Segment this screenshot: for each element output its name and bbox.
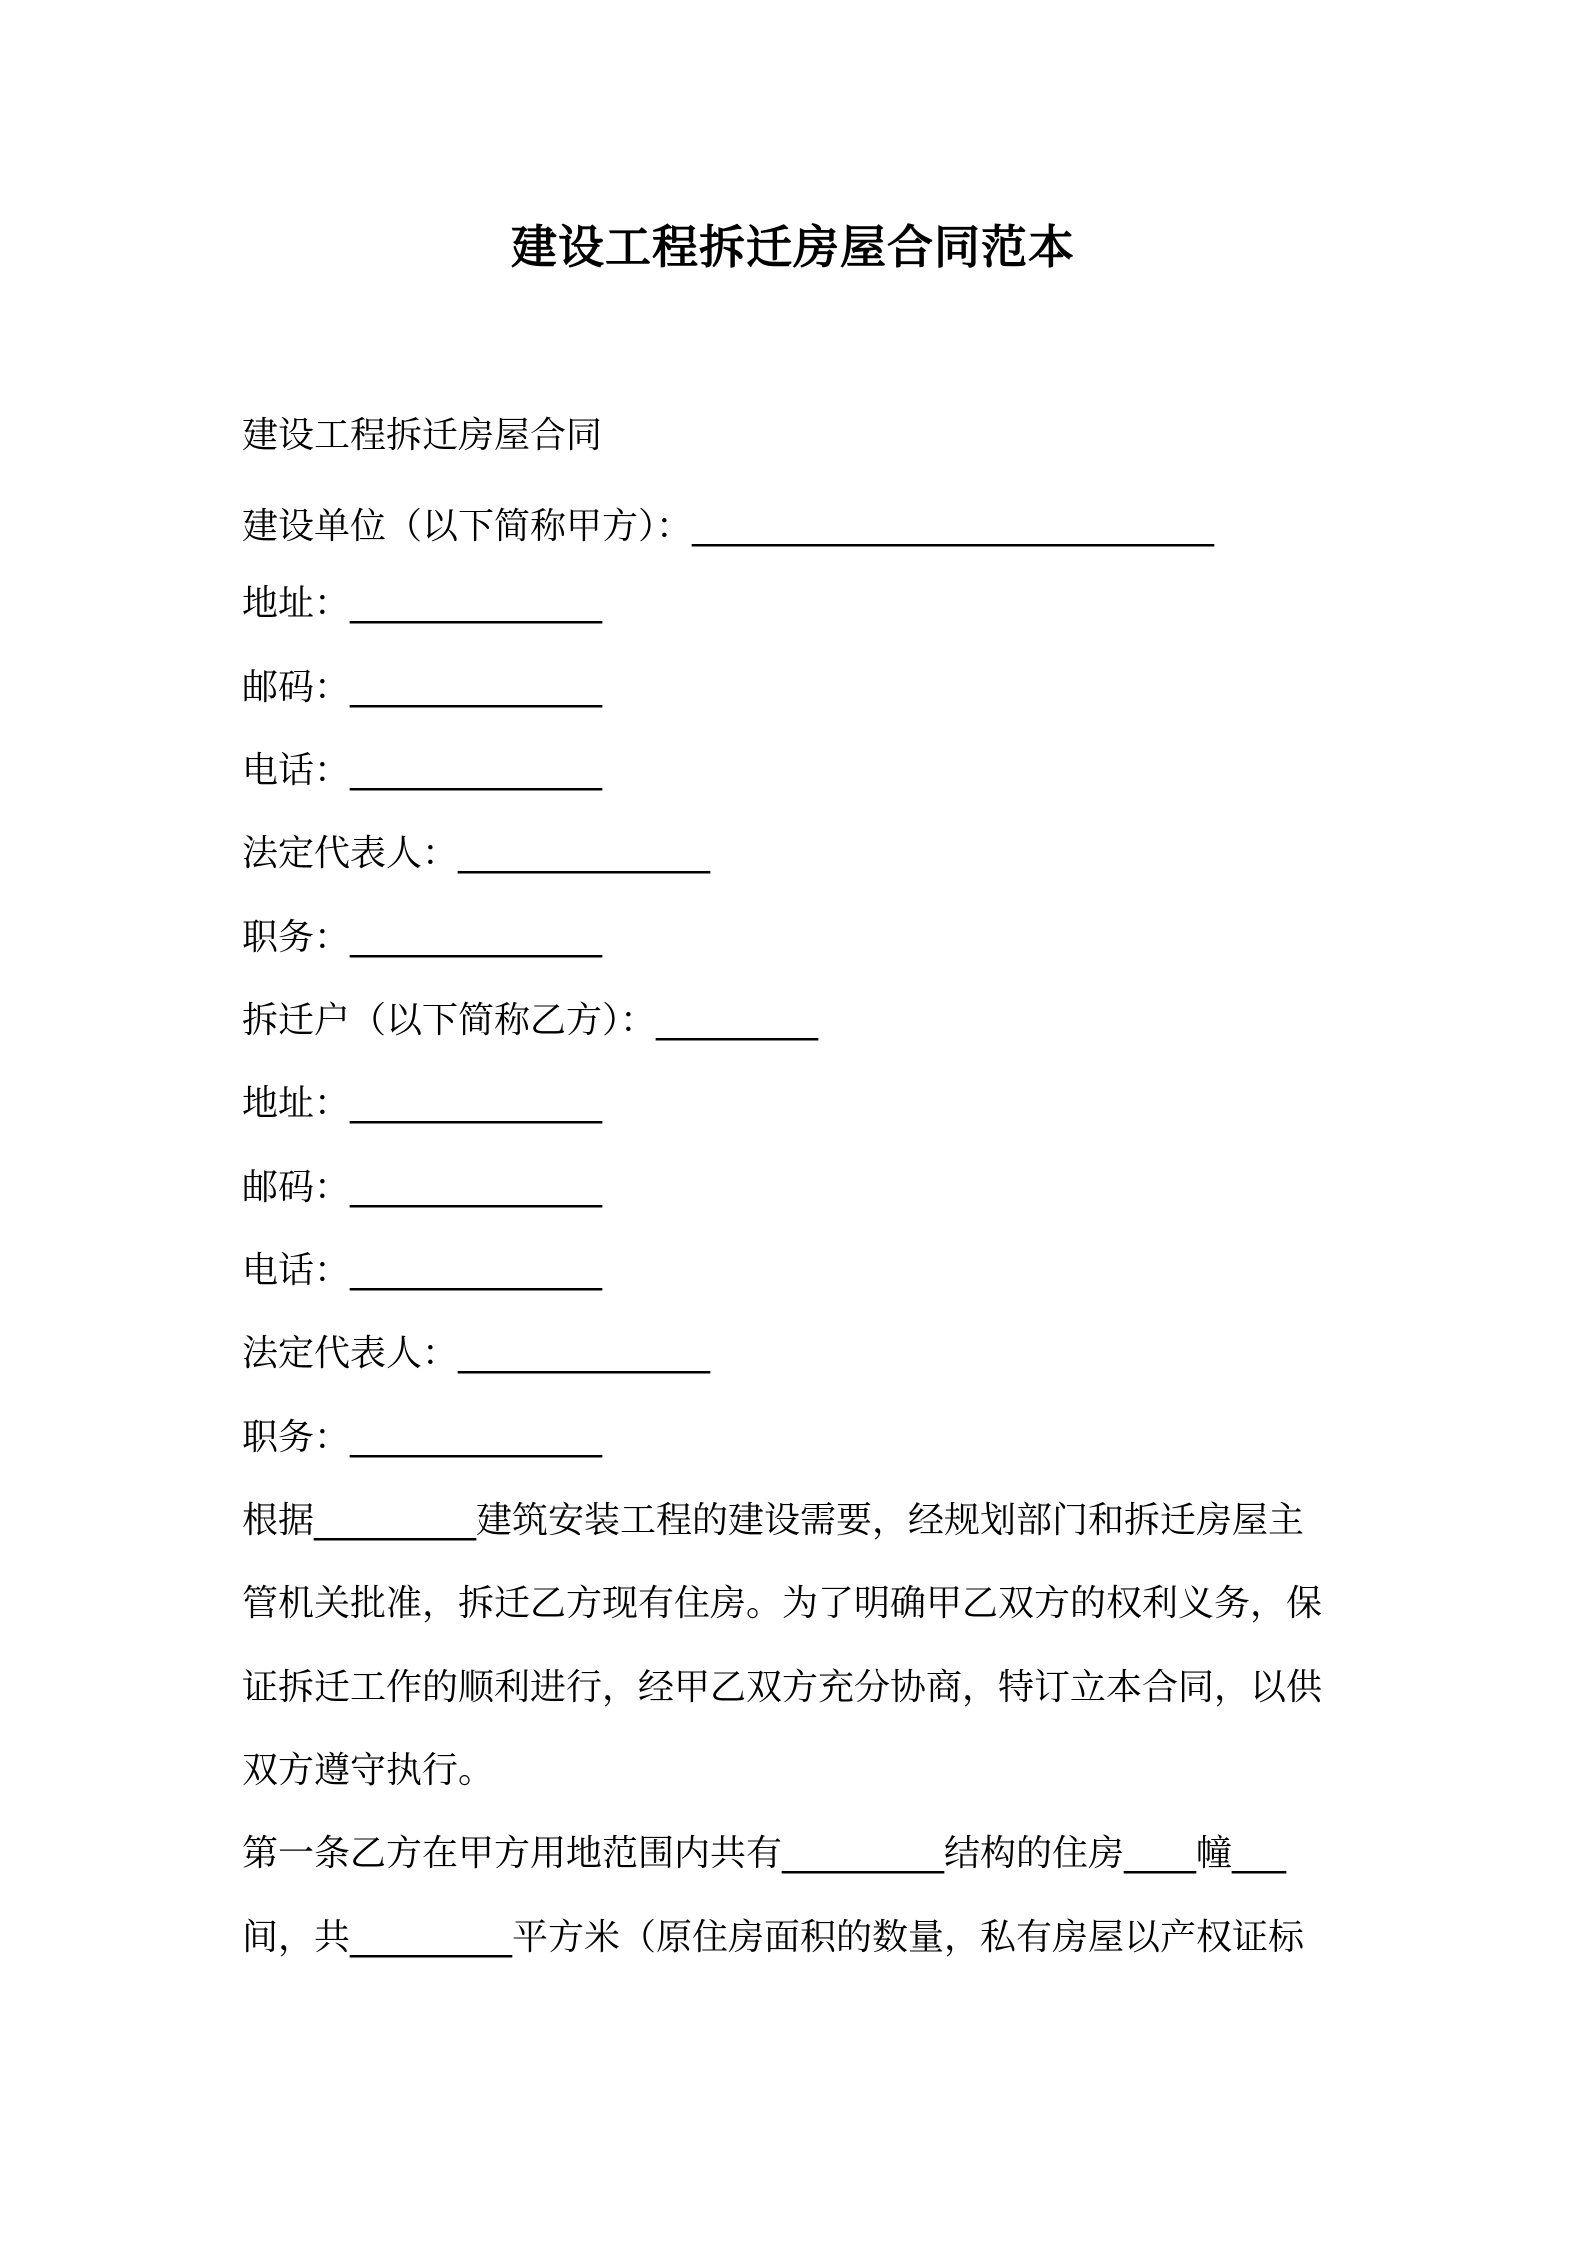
preamble-line: 证拆迁工作的顺利进行，经甲乙双方充分协商，特订立本合同，以供 <box>242 1667 1323 1708</box>
party-a-postcode: 邮码：______________ <box>242 667 603 708</box>
party-b-postcode: 邮码：______________ <box>242 1167 603 1208</box>
document-title: 建设工程拆迁房屋合同范本 <box>511 220 1075 274</box>
preamble-line: 双方遵守执行。 <box>242 1750 495 1791</box>
contract-subtitle: 建设工程拆迁房屋合同 <box>242 415 603 456</box>
party-b-phone: 电话：______________ <box>242 1250 603 1291</box>
preamble-line: 管机关批准，拆迁乙方现有住房。为了明确甲乙双方的权利义务，保 <box>242 1583 1323 1624</box>
party-a-address: 地址：______________ <box>242 583 603 624</box>
article-1-line: 第一条乙方在甲方用地范围内共有_________结构的住房____幢___ <box>242 1833 1287 1874</box>
party-b-position: 职务：______________ <box>242 1417 603 1458</box>
article-1-line: 间，共_________平方米（原住房面积的数量，私有房屋以产权证标 <box>242 1917 1305 1958</box>
party-b-address: 地址：______________ <box>242 1083 603 1124</box>
party-a-legal-rep: 法定代表人：______________ <box>242 833 711 874</box>
party-a-phone: 电话：______________ <box>242 750 603 791</box>
party-a-name-line: 建设单位（以下简称甲方）：_____________________________ <box>242 506 1215 547</box>
party-a-position: 职务：______________ <box>242 917 603 958</box>
party-b-legal-rep: 法定代表人：______________ <box>242 1333 711 1374</box>
party-b-name-line: 拆迁户（以下简称乙方）：_________ <box>242 1000 819 1041</box>
preamble-line: 根据_________建筑安装工程的建设需要，经规划部门和拆迁房屋主 <box>242 1500 1305 1541</box>
